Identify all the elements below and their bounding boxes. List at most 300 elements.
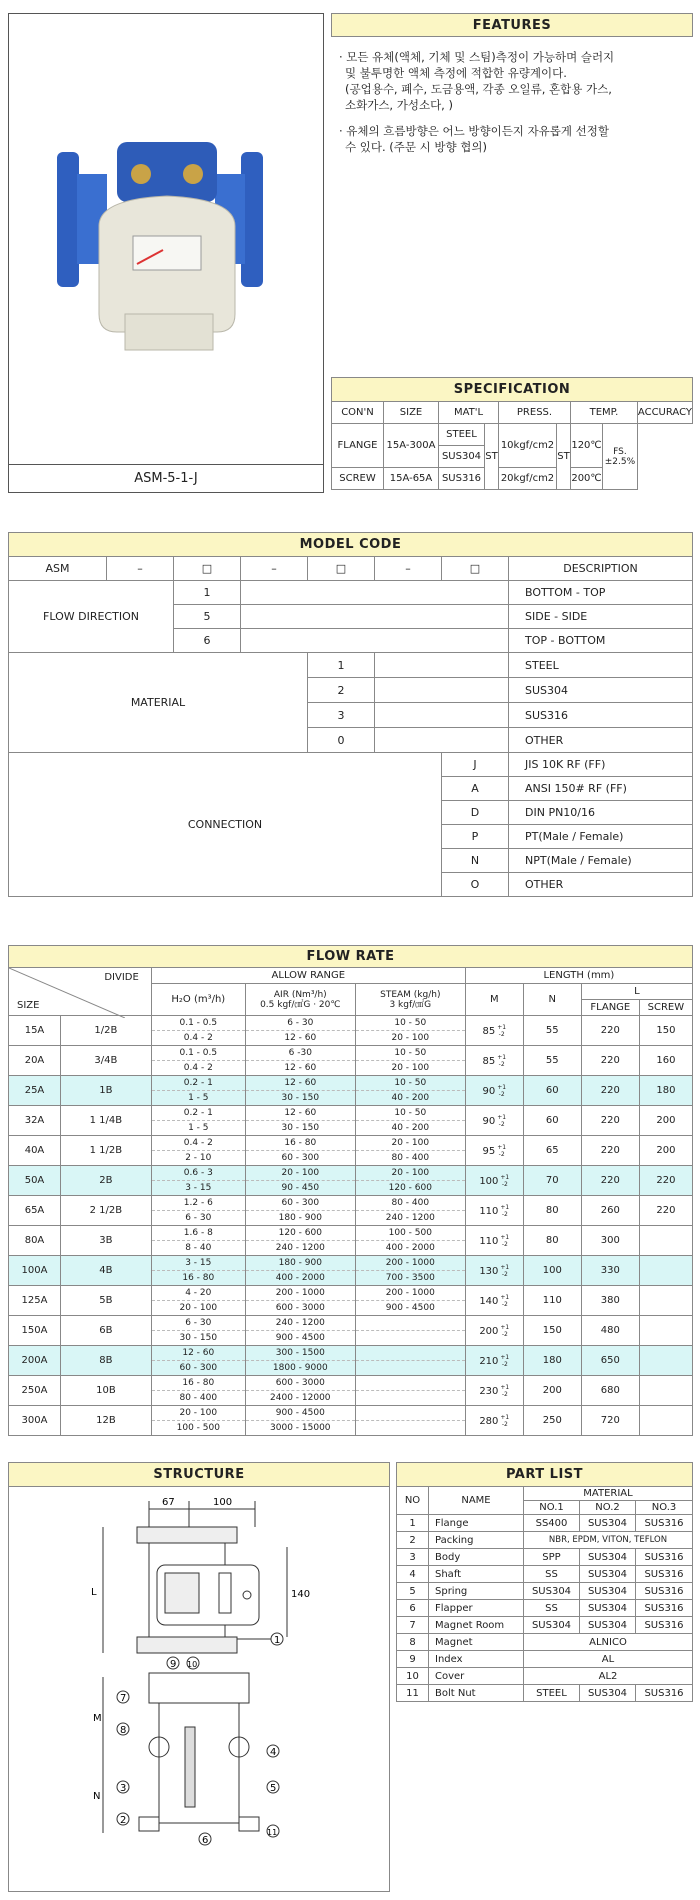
flow-cell: 15A <box>9 1016 61 1046</box>
h2o-range-low: 6 - 30 <box>152 1316 245 1331</box>
part-cell: Flange <box>429 1515 524 1532</box>
flow-cell <box>245 1076 355 1106</box>
mc-code: J <box>442 753 509 777</box>
m-tolerance <box>497 1144 506 1158</box>
flow-cell <box>355 1406 465 1436</box>
flow-cell: 650 <box>581 1346 639 1376</box>
screw-header: SCREW <box>639 1000 692 1016</box>
flow-cell: 70 <box>523 1166 581 1196</box>
flow-cell: 300A <box>9 1406 61 1436</box>
flow-cell <box>465 1256 523 1286</box>
features-title: FEATURES <box>331 13 693 37</box>
h2o-range-high: 0.4 - 2 <box>183 1063 213 1073</box>
callout-8: 8 <box>120 1725 127 1736</box>
mc-flow-direction-label: FLOW DIRECTION <box>9 581 174 653</box>
part-cell: SUS304 <box>580 1685 636 1702</box>
steam-range-high: 80 - 400 <box>391 1153 430 1163</box>
part-cell: AL2 <box>524 1668 693 1685</box>
h2o-range-high: 3 - 15 <box>185 1183 212 1193</box>
flow-cell <box>355 1316 465 1346</box>
steam-range-high: 120 - 600 <box>388 1183 432 1193</box>
mc-h-asm: ASM <box>9 557 107 581</box>
part-cell: SUS304 <box>580 1515 636 1532</box>
flow-cell <box>355 1106 465 1136</box>
steam-range-high: 700 - 3500 <box>385 1273 435 1283</box>
steam-range-low <box>356 1330 465 1331</box>
flow-cell <box>465 1166 523 1196</box>
specification-title: SPECIFICATION <box>331 377 693 401</box>
spec-cell: FLANGE <box>332 424 384 468</box>
part-row <box>397 1685 693 1702</box>
flow-cell <box>245 1226 355 1256</box>
part-cell: 3 <box>397 1549 429 1566</box>
part-cell: 5 <box>397 1583 429 1600</box>
m-tolerance <box>500 1264 509 1278</box>
flow-cell: 125A <box>9 1286 61 1316</box>
product-photo-panel <box>8 13 324 493</box>
mc-blank <box>375 653 509 678</box>
callout-11: 11 <box>267 1828 278 1837</box>
h2o-range-low: 0.2 - 1 <box>152 1106 245 1121</box>
spec-cell: SUS304 <box>439 446 485 468</box>
flow-cell: 5B <box>61 1286 152 1316</box>
steam-range-high: 40 - 200 <box>391 1093 430 1103</box>
tol-plus: +1 <box>497 1143 507 1151</box>
structure-title: STRUCTURE <box>9 1463 389 1487</box>
part-cell: Magnet Room <box>429 1617 524 1634</box>
callout-6: 6 <box>202 1835 209 1846</box>
part-cell: Bolt Nut <box>429 1685 524 1702</box>
flow-cell <box>465 1136 523 1166</box>
h2o-range-high: 16 - 80 <box>182 1273 215 1283</box>
steam-range-high: 20 - 100 <box>391 1063 430 1073</box>
flow-cell <box>245 1316 355 1346</box>
part-cell: SUS304 <box>580 1617 636 1634</box>
h2o-range-low: 3 - 15 <box>152 1256 245 1271</box>
flow-cell <box>355 1046 465 1076</box>
specification-section <box>331 377 693 490</box>
flow-cell: 60 <box>523 1106 581 1136</box>
air-range-low: 120 - 600 <box>246 1226 355 1241</box>
m-value: 110 <box>479 1205 499 1217</box>
flow-cell <box>151 1136 245 1166</box>
flow-cell <box>151 1316 245 1346</box>
feature-item <box>339 123 685 155</box>
tol-minus: -2 <box>501 1180 508 1188</box>
part-cell: SUS316 <box>636 1566 693 1583</box>
air-range-low: 200 - 1000 <box>246 1286 355 1301</box>
tol-plus: +1 <box>497 1113 507 1121</box>
flow-cell: 1/2B <box>61 1016 152 1046</box>
callout-9: 9 <box>170 1659 177 1670</box>
flow-cell: 40A <box>9 1136 61 1166</box>
n-header: N <box>523 984 581 1016</box>
part-row <box>397 1515 693 1532</box>
flow-cell <box>151 1406 245 1436</box>
pl-h-name: NAME <box>429 1487 524 1515</box>
flow-cell <box>151 1166 245 1196</box>
flow-cell: 1 1/2B <box>61 1136 152 1166</box>
flow-row <box>9 1166 693 1196</box>
feature-line: 수 있다. (주문 시 방향 협의) <box>345 140 487 154</box>
flow-cell: 680 <box>581 1376 639 1406</box>
flow-cell <box>639 1316 692 1346</box>
steam-range-high: 240 - 1200 <box>385 1213 435 1223</box>
flow-cell <box>355 1076 465 1106</box>
flow-cell <box>245 1046 355 1076</box>
h2o-range-high: 8 - 40 <box>185 1243 212 1253</box>
m-value: 85 <box>482 1055 496 1067</box>
flow-cell <box>465 1106 523 1136</box>
tol-minus: -2 <box>501 1300 508 1308</box>
mc-blank <box>241 605 509 629</box>
flow-cell: 65A <box>9 1196 61 1226</box>
flow-cell <box>465 1346 523 1376</box>
dim-M: M <box>93 1713 102 1724</box>
mc-desc: OTHER <box>509 873 693 897</box>
pl-h-material: MATERIAL <box>524 1487 693 1501</box>
flow-cell: 4B <box>61 1256 152 1286</box>
flow-cell <box>245 1166 355 1196</box>
h2o-range-low: 1.2 - 6 <box>152 1196 245 1211</box>
tol-plus: +1 <box>497 1053 507 1061</box>
flow-cell: 250A <box>9 1376 61 1406</box>
tol-minus: -2 <box>498 1150 505 1158</box>
model-code-section <box>8 532 693 897</box>
flow-cell: 65 <box>523 1136 581 1166</box>
part-cell: SS <box>524 1566 580 1583</box>
spec-h-temp: TEMP. <box>571 402 638 424</box>
flow-cell <box>151 1376 245 1406</box>
tol-minus: -2 <box>501 1210 508 1218</box>
mc-desc: PT(Male / Female) <box>509 825 693 849</box>
air-range-high: 3000 - 15000 <box>270 1423 331 1433</box>
spec-cell: 15A-300A <box>384 424 439 468</box>
flow-cell <box>639 1406 692 1436</box>
flow-rate-body <box>9 1016 693 1436</box>
feature-line: 소화가스, 가성소다, ) <box>345 98 453 112</box>
spec-accuracy: FS.±2.5% <box>603 424 638 490</box>
structure-section <box>8 1462 390 1892</box>
m-tolerance <box>500 1324 509 1338</box>
dim-140: 140 <box>291 1589 311 1600</box>
m-value: 85 <box>482 1025 496 1037</box>
flow-cell: 220 <box>639 1166 692 1196</box>
steam-range-high: 40 - 200 <box>391 1123 430 1133</box>
flow-cell: 720 <box>581 1406 639 1436</box>
flow-cell <box>245 1406 355 1436</box>
m-value: 90 <box>482 1115 496 1127</box>
steam-range-low: 10 - 50 <box>356 1016 465 1031</box>
part-cell: 9 <box>397 1651 429 1668</box>
flow-cell: 80 <box>523 1196 581 1226</box>
flow-cell: 220 <box>639 1196 692 1226</box>
h2o-range-high: 1 - 5 <box>188 1093 209 1103</box>
model-code-table <box>8 532 693 897</box>
m-value: 130 <box>479 1265 499 1277</box>
flow-cell: 1 1/4B <box>61 1106 152 1136</box>
part-cell: SUS316 <box>636 1600 693 1617</box>
flow-cell: 160 <box>639 1046 692 1076</box>
mc-blank <box>241 629 509 653</box>
flow-cell: 260 <box>581 1196 639 1226</box>
flow-row <box>9 1346 693 1376</box>
part-cell: 2 <box>397 1532 429 1549</box>
mc-desc: STEEL <box>509 653 693 678</box>
air-range-high: 240 - 1200 <box>275 1243 325 1253</box>
feature-line: · 모든 유체(액체, 기체 및 스팀)측정이 가능하며 슬러지 <box>339 50 615 64</box>
flow-cell: 6B <box>61 1316 152 1346</box>
flow-rate-table <box>8 945 693 1436</box>
part-row <box>397 1549 693 1566</box>
part-cell: Cover <box>429 1668 524 1685</box>
steam-header <box>355 984 465 1016</box>
spec-h-size: SIZE <box>384 402 439 424</box>
flow-cell: 220 <box>581 1166 639 1196</box>
length-header: LENGTH (mm) <box>465 968 692 984</box>
flow-cell <box>151 1346 245 1376</box>
mc-blank <box>375 703 509 728</box>
flow-cell: 200 <box>639 1106 692 1136</box>
mc-desc: OTHER <box>509 728 693 753</box>
flow-cell <box>465 1376 523 1406</box>
tol-minus: -2 <box>498 1120 505 1128</box>
steam-range-high: 900 - 4500 <box>385 1303 435 1313</box>
mc-desc: DIN PN10/16 <box>509 801 693 825</box>
flow-cell <box>151 1226 245 1256</box>
flow-cell <box>355 1196 465 1226</box>
flow-row <box>9 1046 693 1076</box>
mc-code: O <box>442 873 509 897</box>
flow-cell: 200A <box>9 1346 61 1376</box>
steam-range-high: 20 - 100 <box>391 1033 430 1043</box>
flow-cell: 380 <box>581 1286 639 1316</box>
flow-cell: 2B <box>61 1166 152 1196</box>
part-cell: SUS304 <box>524 1617 580 1634</box>
m-tolerance <box>500 1234 509 1248</box>
flow-cell: 180 <box>523 1346 581 1376</box>
flow-cell <box>355 1256 465 1286</box>
air-range-low: 60 - 300 <box>246 1196 355 1211</box>
m-header: M <box>465 984 523 1016</box>
part-cell: Spring <box>429 1583 524 1600</box>
part-cell: Packing <box>429 1532 524 1549</box>
flow-row <box>9 1016 693 1046</box>
flow-cell <box>355 1016 465 1046</box>
part-cell: ALNICO <box>524 1634 693 1651</box>
m-tolerance <box>497 1114 506 1128</box>
part-list-section <box>396 1462 693 1702</box>
flow-cell: 20A <box>9 1046 61 1076</box>
allow-range-header: ALLOW RANGE <box>151 968 465 984</box>
m-value: 140 <box>479 1295 499 1307</box>
mc-code: P <box>442 825 509 849</box>
flow-row <box>9 1316 693 1346</box>
flow-cell: 220 <box>581 1046 639 1076</box>
spec-cell: SUS316 <box>439 468 485 490</box>
callout-1: 1 <box>274 1635 281 1646</box>
tol-plus: +1 <box>500 1293 510 1301</box>
mc-code: 6 <box>174 629 241 653</box>
steam-range-low: 200 - 1000 <box>356 1256 465 1271</box>
m-tolerance <box>500 1384 509 1398</box>
flow-cell <box>151 1046 245 1076</box>
flow-cell: 50A <box>9 1166 61 1196</box>
pl-h-no1: NO.1 <box>524 1501 580 1515</box>
flow-cell <box>639 1226 692 1256</box>
part-cell: 1 <box>397 1515 429 1532</box>
part-cell: STEEL <box>524 1685 580 1702</box>
mc-code: 0 <box>308 728 375 753</box>
part-row <box>397 1617 693 1634</box>
tol-plus: +1 <box>500 1203 510 1211</box>
steam-range-low <box>356 1420 465 1421</box>
tol-minus: -2 <box>501 1390 508 1398</box>
flow-cell <box>245 1136 355 1166</box>
flow-cell <box>245 1196 355 1226</box>
air-range-low: 900 - 4500 <box>246 1406 355 1421</box>
air-range-high: 2400 - 12000 <box>270 1393 331 1403</box>
flow-rate-corner <box>9 968 152 1016</box>
flow-row <box>9 1286 693 1316</box>
steam-range-low: 10 - 50 <box>356 1106 465 1121</box>
steam-range-low: 10 - 50 <box>356 1076 465 1091</box>
mc-material-label: MATERIAL <box>9 653 308 753</box>
mc-code: 3 <box>308 703 375 728</box>
air-range-high: 60 - 300 <box>281 1153 320 1163</box>
air-range-high: 30 - 150 <box>281 1093 320 1103</box>
flow-cell: 100 <box>523 1256 581 1286</box>
flow-cell: 330 <box>581 1256 639 1286</box>
m-value: 95 <box>482 1145 496 1157</box>
flow-cell: 55 <box>523 1046 581 1076</box>
flow-row <box>9 1226 693 1256</box>
product-caption: ASM-5-1-J <box>9 464 323 492</box>
flow-cell <box>465 1286 523 1316</box>
mc-desc: SUS304 <box>509 678 693 703</box>
spec-cell: 120℃ <box>571 424 603 468</box>
flow-cell: 3B <box>61 1226 152 1256</box>
tol-minus: -2 <box>498 1060 505 1068</box>
flow-cell <box>151 1256 245 1286</box>
flow-cell <box>639 1286 692 1316</box>
spec-cell: STEEL <box>439 424 485 446</box>
part-cell: SPP <box>524 1549 580 1566</box>
part-cell: 4 <box>397 1566 429 1583</box>
part-cell: SUS316 <box>636 1583 693 1600</box>
flow-row <box>9 1406 693 1436</box>
flow-cell: 80A <box>9 1226 61 1256</box>
part-row <box>397 1634 693 1651</box>
h2o-range-low: 20 - 100 <box>152 1406 245 1421</box>
flow-cell <box>355 1346 465 1376</box>
flow-row <box>9 1196 693 1226</box>
air-header <box>245 984 355 1016</box>
flow-cell <box>355 1226 465 1256</box>
h2o-range-low: 4 - 20 <box>152 1286 245 1301</box>
callout-7: 7 <box>120 1693 127 1704</box>
h2o-range-low: 16 - 80 <box>152 1376 245 1391</box>
air-range-high: 400 - 2000 <box>275 1273 325 1283</box>
flow-cell: 1B <box>61 1076 152 1106</box>
flow-row <box>9 1256 693 1286</box>
mc-code: D <box>442 801 509 825</box>
steam-range-low: 100 - 500 <box>356 1226 465 1241</box>
flow-cell <box>465 1226 523 1256</box>
pl-h-no2: NO.2 <box>580 1501 636 1515</box>
mc-desc: SIDE - SIDE <box>509 605 693 629</box>
air-range-high: 1800 - 9000 <box>272 1363 328 1373</box>
part-list-body <box>397 1515 693 1702</box>
flow-cell <box>151 1286 245 1316</box>
mc-h-box: □ <box>442 557 509 581</box>
spec-h-matl: MAT'L <box>439 402 499 424</box>
spec-cell: 20kgf/cm2 <box>499 468 557 490</box>
mc-h-dash: – <box>375 557 442 581</box>
h2o-range-low: 0.1 - 0.5 <box>152 1046 245 1061</box>
spec-cell: ST <box>557 424 571 490</box>
flow-cell <box>465 1406 523 1436</box>
part-cell: 11 <box>397 1685 429 1702</box>
flow-cell <box>245 1376 355 1406</box>
part-cell: Index <box>429 1651 524 1668</box>
mc-blank <box>375 728 509 753</box>
mc-desc: BOTTOM - TOP <box>509 581 693 605</box>
mc-desc: JIS 10K RF (FF) <box>509 753 693 777</box>
m-tolerance <box>500 1174 509 1188</box>
h2o-range-high: 30 - 150 <box>179 1333 218 1343</box>
mc-h-dash: – <box>241 557 308 581</box>
flow-cell: 60 <box>523 1076 581 1106</box>
mc-code: 5 <box>174 605 241 629</box>
mc-h-dash: – <box>107 557 174 581</box>
spec-cell: ST <box>485 424 499 490</box>
mc-h-box: □ <box>174 557 241 581</box>
m-tolerance <box>497 1084 506 1098</box>
air-range-low: 180 - 900 <box>246 1256 355 1271</box>
flow-cell <box>245 1106 355 1136</box>
part-cell: SUS304 <box>580 1566 636 1583</box>
part-cell: AL <box>524 1651 693 1668</box>
mc-blank <box>241 581 509 605</box>
mc-code: 2 <box>308 678 375 703</box>
dim-L: L <box>91 1587 97 1598</box>
flow-cell <box>639 1346 692 1376</box>
flow-cell: 220 <box>581 1136 639 1166</box>
part-row <box>397 1668 693 1685</box>
flow-cell: 180 <box>639 1076 692 1106</box>
dim-N: N <box>93 1791 101 1802</box>
flow-cell: 220 <box>581 1076 639 1106</box>
tol-minus: -2 <box>498 1090 505 1098</box>
part-cell: Shaft <box>429 1566 524 1583</box>
dim-67: 67 <box>162 1497 175 1508</box>
h2o-range-low: 12 - 60 <box>152 1346 245 1361</box>
part-cell: Body <box>429 1549 524 1566</box>
mc-code: N <box>442 849 509 873</box>
m-tolerance <box>500 1294 509 1308</box>
flow-cell <box>245 1016 355 1046</box>
part-cell: SUS304 <box>580 1583 636 1600</box>
flow-cell <box>245 1346 355 1376</box>
flow-cell: 32A <box>9 1106 61 1136</box>
tol-minus: -2 <box>501 1240 508 1248</box>
flow-rate-title: FLOW RATE <box>9 946 693 968</box>
mc-desc: TOP - BOTTOM <box>509 629 693 653</box>
callout-2: 2 <box>120 1815 127 1826</box>
m-tolerance <box>500 1414 509 1428</box>
part-cell: Flapper <box>429 1600 524 1617</box>
